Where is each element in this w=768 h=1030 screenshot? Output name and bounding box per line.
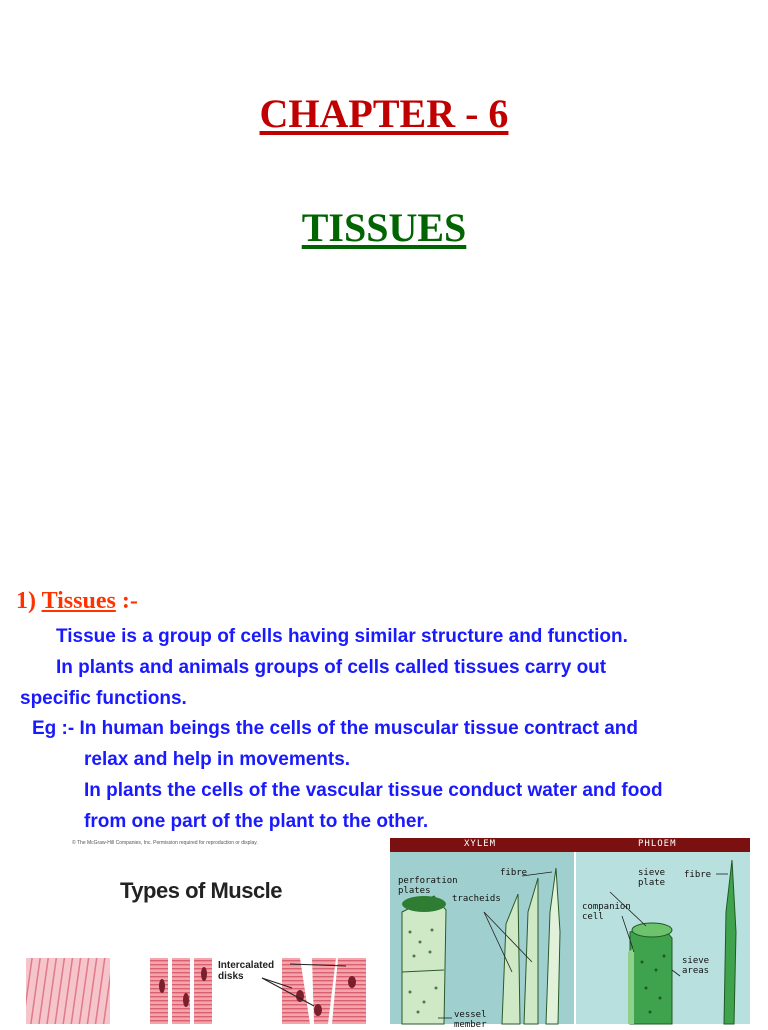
body-line: In plants and animals groups of cells called tissues carry out — [56, 657, 607, 678]
vascular-tissue-figure — [390, 838, 750, 1030]
perforation-plates-label: perforation plates — [398, 876, 458, 896]
phloem-header: PHLOEM — [638, 839, 677, 849]
section-number: 1) — [16, 588, 42, 614]
body-line: In plants the cells of the vascular tissue conduct water and food — [84, 780, 663, 801]
section-word: Tissues — [41, 588, 116, 614]
sieve-areas-label: sieve areas — [682, 956, 710, 976]
muscle-tissue-illustration — [0, 836, 382, 1024]
companion-cell-label: companion cell — [582, 902, 631, 922]
tracheids-label: tracheids — [452, 894, 501, 904]
vessel-member-label: vessel member — [454, 1010, 487, 1030]
body-line: relax and help in movements. — [84, 749, 351, 770]
section-heading — [16, 588, 138, 615]
muscle-figure — [0, 836, 382, 1024]
fibre-xylem-label: fibre — [500, 868, 528, 878]
body-line: Eg :- In human beings the cells of the muscular tissue contract and — [32, 718, 638, 739]
figure-header-bar — [390, 838, 750, 852]
chapter-title: CHAPTER - 6 — [259, 91, 509, 136]
body-line: Tissue is a group of cells having similar structure and function. — [56, 626, 628, 647]
muscle-figure-title: Types of Muscle — [120, 878, 283, 903]
intercalated-disks-label: Intercalated disks — [218, 960, 275, 982]
body-line: specific functions. — [20, 688, 187, 709]
fibre-phloem-label: fibre — [684, 870, 712, 880]
figure-copyright: © The McGraw-Hill Companies, Inc. Permission required for reproduction or display. — [72, 840, 258, 846]
sieve-plate-label: sieve plate — [638, 868, 666, 888]
xylem-header: XYLEM — [464, 839, 497, 849]
slide-subtitle: TISSUES — [301, 205, 467, 250]
body-line: from one part of the plant to the other. — [84, 811, 429, 832]
section-suffix: :- — [115, 588, 138, 614]
